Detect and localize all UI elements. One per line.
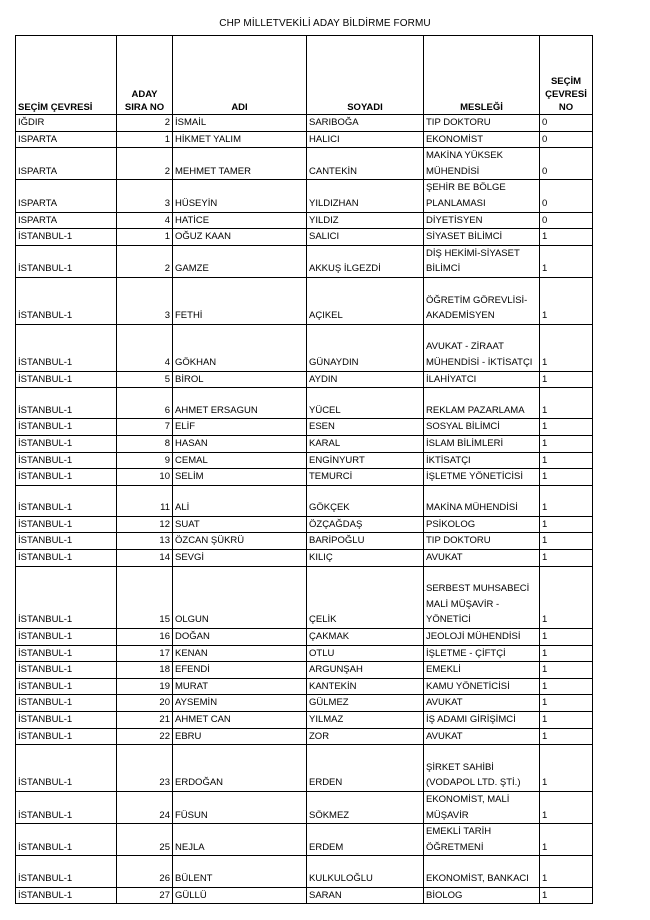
cell-profession: ÖĞRETİM GÖREVLİSİ-AKADEMİSYEN xyxy=(424,277,540,324)
cell-profession: EMEKLİ xyxy=(424,662,540,679)
cell-surname: TEMURCİ xyxy=(307,469,424,486)
cell-profession: EKONOMİST, MALİ MÜŞAVİR xyxy=(424,792,540,824)
table-row xyxy=(16,277,593,324)
document-title: CHP MİLLETVEKİLİ ADAY BİLDİRME FORMU xyxy=(219,18,431,29)
cell-district: İSTANBUL-1 xyxy=(16,229,117,246)
table-row xyxy=(16,887,593,904)
cell-profession: SERBEST MUHSABECİ MALİ MÜŞAVİR - YÖNETİCİ xyxy=(424,566,540,628)
cell-name: ALİ xyxy=(173,485,307,516)
cell-surname: GÜNAYDIN xyxy=(307,324,424,371)
cell-name: MEHMET TAMER xyxy=(173,148,307,180)
cell-order: 21 xyxy=(117,712,173,729)
cell-name: GÜLLÜ xyxy=(173,887,307,904)
cell-surname: OTLU xyxy=(307,645,424,662)
cell-order: 15 xyxy=(117,566,173,628)
table-row xyxy=(16,115,593,132)
header-profession: MESLEĞİ xyxy=(424,36,540,115)
cell-name: ERDOĞAN xyxy=(173,745,307,792)
cell-order: 2 xyxy=(117,115,173,132)
cell-district-no: 1 xyxy=(540,419,593,436)
cell-surname: SARIBOĞA xyxy=(307,115,424,132)
cell-order: 27 xyxy=(117,887,173,904)
table-row xyxy=(16,629,593,646)
cell-order: 2 xyxy=(117,148,173,180)
cell-surname: KARAL xyxy=(307,435,424,452)
cell-district-no: 1 xyxy=(540,856,593,887)
cell-district: İSTANBUL-1 xyxy=(16,566,117,628)
table-row xyxy=(16,180,593,212)
cell-district: İSTANBUL-1 xyxy=(16,629,117,646)
cell-district-no: 0 xyxy=(540,180,593,212)
cell-profession: EMEKLİ TARİH ÖĞRETMENİ xyxy=(424,824,540,856)
cell-order: 24 xyxy=(117,792,173,824)
cell-district-no: 1 xyxy=(540,452,593,469)
cell-district: İSTANBUL-1 xyxy=(16,277,117,324)
cell-district-no: 1 xyxy=(540,662,593,679)
cell-order: 3 xyxy=(117,277,173,324)
cell-district-no: 1 xyxy=(540,695,593,712)
cell-district-no: 0 xyxy=(540,115,593,132)
cell-district: İSTANBUL-1 xyxy=(16,887,117,904)
cell-surname: YILMAZ xyxy=(307,712,424,729)
header-order: ADAY SIRA NO xyxy=(117,36,173,115)
cell-district-no: 1 xyxy=(540,533,593,550)
cell-order: 12 xyxy=(117,516,173,533)
cell-surname: YILDIZHAN xyxy=(307,180,424,212)
cell-name: AYSEMİN xyxy=(173,695,307,712)
table-row xyxy=(16,452,593,469)
cell-profession: MAKİNA MÜHENDİSİ xyxy=(424,485,540,516)
cell-name: HATİCE xyxy=(173,212,307,229)
cell-profession: ŞEHİR BE BÖLGE PLANLAMASI xyxy=(424,180,540,212)
table-row xyxy=(16,792,593,824)
cell-surname: AÇIKEL xyxy=(307,277,424,324)
table-body xyxy=(16,115,593,904)
candidate-table xyxy=(15,35,593,904)
cell-order: 1 xyxy=(117,229,173,246)
table-row xyxy=(16,695,593,712)
cell-name: SUAT xyxy=(173,516,307,533)
cell-district-no: 0 xyxy=(540,148,593,180)
cell-name: BİROL xyxy=(173,371,307,388)
cell-profession: ŞİRKET SAHİBİ (VODAPOL LTD. ŞTİ.) xyxy=(424,745,540,792)
cell-order: 4 xyxy=(117,324,173,371)
cell-name: FETHİ xyxy=(173,277,307,324)
cell-surname: ERDEM xyxy=(307,824,424,856)
cell-district-no: 1 xyxy=(540,550,593,567)
cell-surname: SÖKMEZ xyxy=(307,792,424,824)
cell-district: İSTANBUL-1 xyxy=(16,856,117,887)
cell-profession: DİŞ HEKİMİ-SİYASET BİLİMCİ xyxy=(424,245,540,277)
cell-name: KENAN xyxy=(173,645,307,662)
table-row xyxy=(16,645,593,662)
cell-order: 22 xyxy=(117,728,173,745)
cell-district: İSTANBUL-1 xyxy=(16,745,117,792)
cell-district: İSTANBUL-1 xyxy=(16,678,117,695)
cell-district-no: 1 xyxy=(540,712,593,729)
cell-profession: MAKİNA YÜKSEK MÜHENDİSİ xyxy=(424,148,540,180)
cell-order: 18 xyxy=(117,662,173,679)
cell-district-no: 1 xyxy=(540,435,593,452)
header-district: SEÇİM ÇEVRESİ xyxy=(16,36,117,115)
cell-order: 1 xyxy=(117,131,173,148)
cell-surname: ENGİNYURT xyxy=(307,452,424,469)
cell-surname: ERDEN xyxy=(307,745,424,792)
cell-district-no: 1 xyxy=(540,324,593,371)
cell-profession: SİYASET BİLİMCİ xyxy=(424,229,540,246)
table-row xyxy=(16,245,593,277)
cell-district: İSTANBUL-1 xyxy=(16,469,117,486)
cell-district-no: 1 xyxy=(540,229,593,246)
cell-name: HİKMET YALIM xyxy=(173,131,307,148)
cell-surname: ESEN xyxy=(307,419,424,436)
cell-district-no: 1 xyxy=(540,516,593,533)
cell-surname: ÇELİK xyxy=(307,566,424,628)
cell-name: MURAT xyxy=(173,678,307,695)
cell-surname: BARİPOĞLU xyxy=(307,533,424,550)
cell-district: İSTANBUL-1 xyxy=(16,533,117,550)
cell-district-no: 1 xyxy=(540,745,593,792)
table-row xyxy=(16,533,593,550)
cell-name: HÜSEYİN xyxy=(173,180,307,212)
cell-name: HASAN xyxy=(173,435,307,452)
cell-profession: İŞLETME YÖNETİCİSİ xyxy=(424,469,540,486)
table-row xyxy=(16,728,593,745)
cell-surname: CANTEKİN xyxy=(307,148,424,180)
cell-order: 26 xyxy=(117,856,173,887)
cell-district-no: 1 xyxy=(540,277,593,324)
cell-name: GAMZE xyxy=(173,245,307,277)
cell-surname: HALICI xyxy=(307,131,424,148)
cell-order: 13 xyxy=(117,533,173,550)
cell-order: 17 xyxy=(117,645,173,662)
header-district-no: SEÇİM ÇEVRESİ NO xyxy=(540,36,593,115)
cell-surname: GÖKÇEK xyxy=(307,485,424,516)
cell-surname: KANTEKİN xyxy=(307,678,424,695)
cell-order: 4 xyxy=(117,212,173,229)
cell-name: FÜSUN xyxy=(173,792,307,824)
cell-name: DOĞAN xyxy=(173,629,307,646)
table-row xyxy=(16,148,593,180)
cell-district: İSTANBUL-1 xyxy=(16,435,117,452)
table-row xyxy=(16,485,593,516)
cell-district: İSTANBUL-1 xyxy=(16,695,117,712)
cell-district-no: 1 xyxy=(540,728,593,745)
table-row xyxy=(16,712,593,729)
cell-district: İSTANBUL-1 xyxy=(16,550,117,567)
cell-name: AHMET CAN xyxy=(173,712,307,729)
cell-name: ELİF xyxy=(173,419,307,436)
cell-profession: AVUKAT xyxy=(424,695,540,712)
cell-order: 20 xyxy=(117,695,173,712)
cell-profession: REKLAM PAZARLAMA xyxy=(424,388,540,419)
cell-name: CEMAL xyxy=(173,452,307,469)
cell-district-no: 0 xyxy=(540,131,593,148)
cell-district: İSTANBUL-1 xyxy=(16,371,117,388)
cell-order: 14 xyxy=(117,550,173,567)
cell-district: İSTANBUL-1 xyxy=(16,485,117,516)
cell-profession: TIP DOKTORU xyxy=(424,115,540,132)
cell-district-no: 1 xyxy=(540,485,593,516)
cell-profession: TIP DOKTORU xyxy=(424,533,540,550)
cell-district-no: 1 xyxy=(540,245,593,277)
cell-name: EBRU xyxy=(173,728,307,745)
cell-profession: JEOLOJİ MÜHENDİSİ xyxy=(424,629,540,646)
cell-district: İSTANBUL-1 xyxy=(16,645,117,662)
cell-name: OLGUN xyxy=(173,566,307,628)
table-row xyxy=(16,371,593,388)
cell-district: İSTANBUL-1 xyxy=(16,419,117,436)
cell-profession: İŞLETME - ÇİFTÇİ xyxy=(424,645,540,662)
cell-district-no: 1 xyxy=(540,887,593,904)
cell-district-no: 1 xyxy=(540,792,593,824)
cell-name: BÜLENT xyxy=(173,856,307,887)
table-row xyxy=(16,131,593,148)
cell-order: 8 xyxy=(117,435,173,452)
cell-order: 11 xyxy=(117,485,173,516)
cell-district: İSTANBUL-1 xyxy=(16,792,117,824)
header-name: ADI xyxy=(173,36,307,115)
cell-order: 16 xyxy=(117,629,173,646)
cell-district: ISPARTA xyxy=(16,180,117,212)
table-row xyxy=(16,435,593,452)
cell-surname: SARAN xyxy=(307,887,424,904)
cell-profession: PSİKOLOG xyxy=(424,516,540,533)
cell-district-no: 0 xyxy=(540,212,593,229)
table-row xyxy=(16,550,593,567)
cell-district-no: 1 xyxy=(540,371,593,388)
cell-order: 9 xyxy=(117,452,173,469)
cell-surname: ÇAKMAK xyxy=(307,629,424,646)
cell-name: EFENDİ xyxy=(173,662,307,679)
cell-district-no: 1 xyxy=(540,645,593,662)
cell-order: 6 xyxy=(117,388,173,419)
cell-profession: EKONOMİST, BANKACI xyxy=(424,856,540,887)
cell-name: İSMAİL xyxy=(173,115,307,132)
cell-profession: İSLAM BİLİMLERİ xyxy=(424,435,540,452)
cell-profession: EKONOMİST xyxy=(424,131,540,148)
table-row xyxy=(16,566,593,628)
table-row xyxy=(16,388,593,419)
cell-district-no: 1 xyxy=(540,388,593,419)
cell-surname: AYDIN xyxy=(307,371,424,388)
cell-name: SEVGİ xyxy=(173,550,307,567)
cell-district: İSTANBUL-1 xyxy=(16,516,117,533)
cell-district: İSTANBUL-1 xyxy=(16,712,117,729)
cell-district: İSTANBUL-1 xyxy=(16,452,117,469)
cell-profession: İKTİSATÇI xyxy=(424,452,540,469)
cell-order: 19 xyxy=(117,678,173,695)
cell-district-no: 1 xyxy=(540,678,593,695)
cell-district-no: 1 xyxy=(540,629,593,646)
header-surname: SOYADI xyxy=(307,36,424,115)
cell-district: ISPARTA xyxy=(16,148,117,180)
cell-profession: AVUKAT xyxy=(424,550,540,567)
cell-district-no: 1 xyxy=(540,469,593,486)
cell-surname: SALICI xyxy=(307,229,424,246)
cell-surname: YÜCEL xyxy=(307,388,424,419)
table-row xyxy=(16,324,593,371)
cell-district: ISPARTA xyxy=(16,212,117,229)
cell-order: 2 xyxy=(117,245,173,277)
table-row xyxy=(16,229,593,246)
cell-surname: ZOR xyxy=(307,728,424,745)
cell-district: İSTANBUL-1 xyxy=(16,388,117,419)
cell-district: IĞDIR xyxy=(16,115,117,132)
cell-profession: DİYETİSYEN xyxy=(424,212,540,229)
cell-surname: AKKUŞ İLGEZDİ xyxy=(307,245,424,277)
table-row xyxy=(16,662,593,679)
cell-profession: KAMU YÖNETİCİSİ xyxy=(424,678,540,695)
cell-name: GÖKHAN xyxy=(173,324,307,371)
cell-surname: GÜLMEZ xyxy=(307,695,424,712)
cell-surname: ARGUNŞAH xyxy=(307,662,424,679)
table-row xyxy=(16,516,593,533)
cell-profession: İŞ ADAMI GİRİŞİMCİ xyxy=(424,712,540,729)
cell-district: İSTANBUL-1 xyxy=(16,662,117,679)
cell-order: 10 xyxy=(117,469,173,486)
table-row xyxy=(16,824,593,856)
cell-order: 5 xyxy=(117,371,173,388)
cell-order: 3 xyxy=(117,180,173,212)
cell-district: İSTANBUL-1 xyxy=(16,324,117,371)
cell-name: ÖZCAN ŞÜKRÜ xyxy=(173,533,307,550)
cell-profession: AVUKAT - ZİRAAT MÜHENDİSİ - İKTİSATÇI xyxy=(424,324,540,371)
cell-surname: KULKULOĞLU xyxy=(307,856,424,887)
cell-order: 7 xyxy=(117,419,173,436)
cell-order: 23 xyxy=(117,745,173,792)
cell-district-no: 1 xyxy=(540,566,593,628)
cell-profession: AVUKAT xyxy=(424,728,540,745)
cell-district: İSTANBUL-1 xyxy=(16,824,117,856)
table-row xyxy=(16,419,593,436)
cell-district-no: 1 xyxy=(540,824,593,856)
table-row xyxy=(16,212,593,229)
table-row xyxy=(16,469,593,486)
cell-surname: ÖZÇAĞDAŞ xyxy=(307,516,424,533)
cell-order: 25 xyxy=(117,824,173,856)
cell-district: İSTANBUL-1 xyxy=(16,728,117,745)
cell-surname: YILDIZ xyxy=(307,212,424,229)
cell-district: İSTANBUL-1 xyxy=(16,245,117,277)
cell-profession: BİOLOG xyxy=(424,887,540,904)
cell-profession: İLAHİYATCI xyxy=(424,371,540,388)
table-row xyxy=(16,745,593,792)
cell-name: SELİM xyxy=(173,469,307,486)
cell-name: NEJLA xyxy=(173,824,307,856)
cell-name: OĞUZ KAAN xyxy=(173,229,307,246)
table-row xyxy=(16,678,593,695)
table-header-row xyxy=(16,36,593,115)
cell-name: AHMET ERSAGUN xyxy=(173,388,307,419)
cell-surname: KILIÇ xyxy=(307,550,424,567)
cell-profession: SOSYAL BİLİMCİ xyxy=(424,419,540,436)
table-row xyxy=(16,856,593,887)
cell-district: ISPARTA xyxy=(16,131,117,148)
